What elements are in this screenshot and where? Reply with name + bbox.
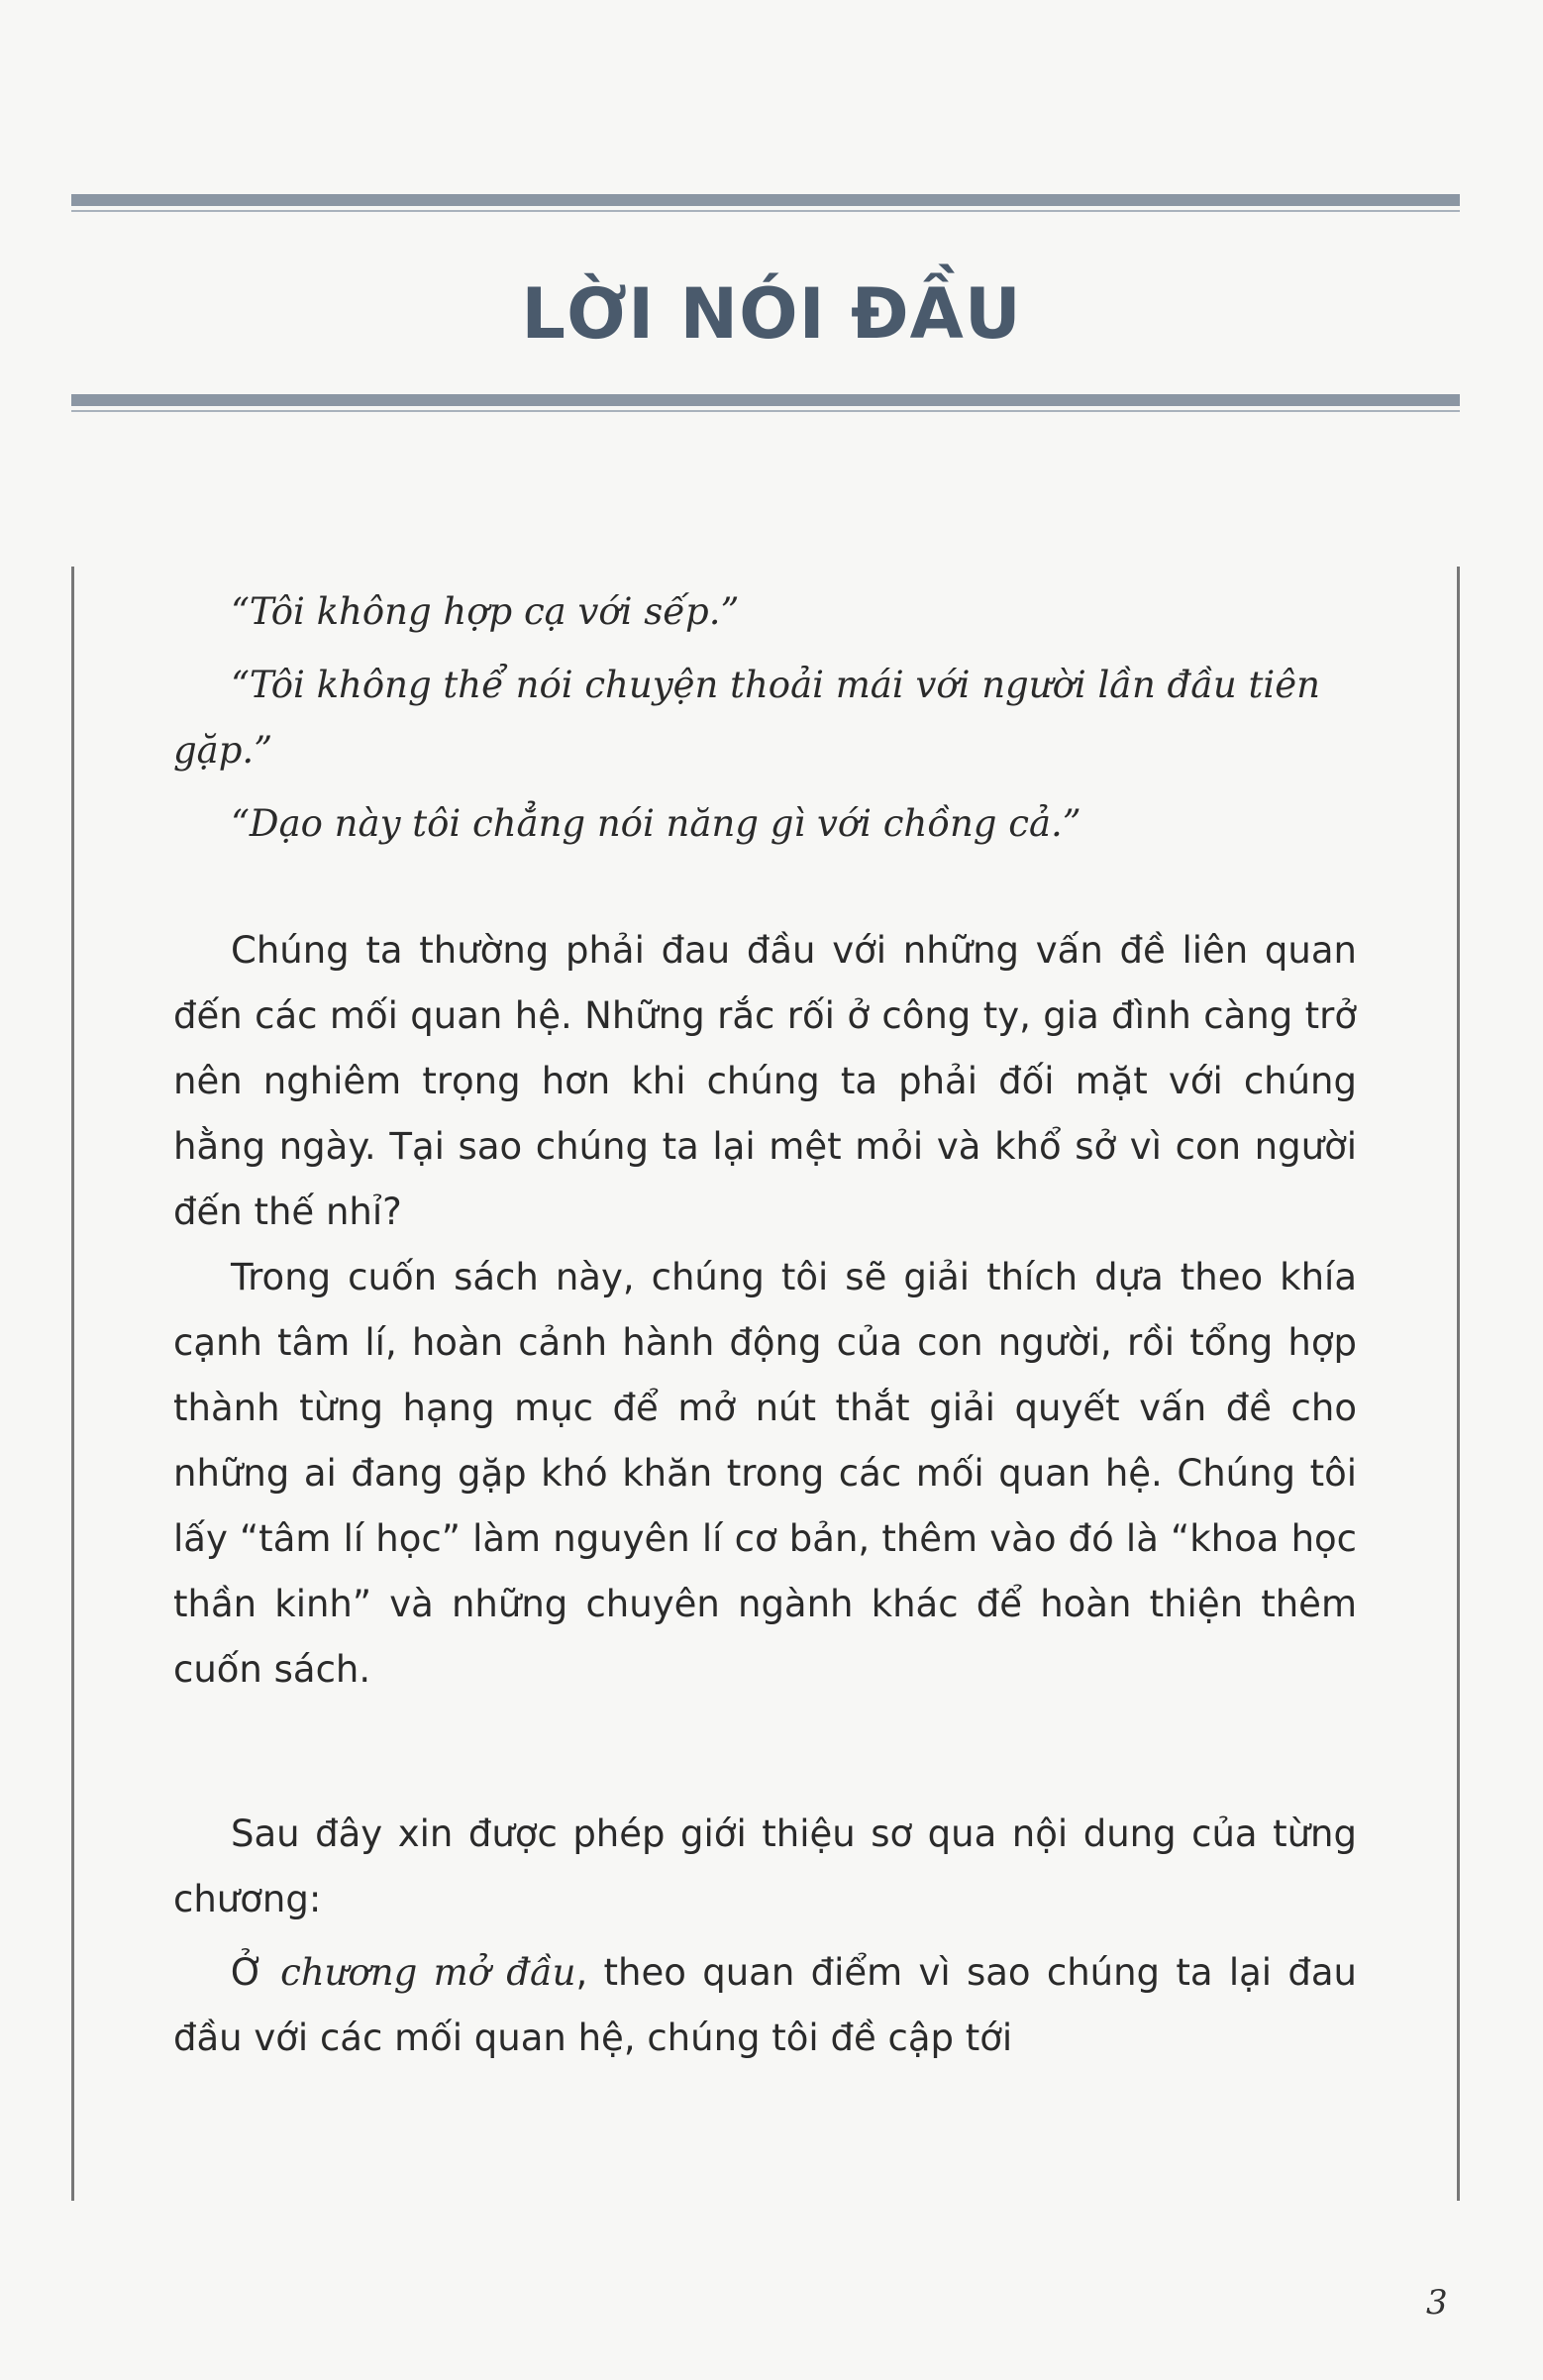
page-number: 3 [1426,2283,1448,2323]
page-title: LỜI NÓI ĐẦU [521,273,1022,355]
body-text [173,579,1357,2071]
paragraph-4-emphasis: chương mở đầu [280,1951,576,1994]
bottom-decorative-rule [71,394,1460,406]
quote-3: “Dạo này tôi chẳng nói năng gì với chồng cả.” [231,802,1081,845]
quote-2: “Tôi không thể nói chuyện thoải mái với người lần đầu tiên gặp.” [173,664,1320,772]
paragraph-1: Chúng ta thường phải đau đầu với những vấn đề liên quan đến các mối quan hệ. Những rắc rối ở công ty, gia đình càng trở nên nghiêm trọng hơn khi chúng ta phải đối mặt với chúng hằng ngày. Tại sao chúng ta lại mệt mỏi và khổ sở vì con người đến thế nhỉ? [173,929,1357,1233]
quote-1: “Tôi không hợp cạ với sếp.” [231,590,740,633]
top-decorative-rule [71,194,1460,206]
paragraph-3: Sau đây xin được phép giới thiệu sơ qua nội dung của từng chương: [173,1812,1357,1920]
paragraph-4 [173,1940,1357,2071]
paragraph-4-start: Ở [231,1951,281,1994]
right-margin-line [1457,567,1460,2201]
left-margin-line [71,567,74,2201]
paragraph-4-rest: , theo quan điểm vì sao chúng ta lại đau đầu với các mối quan hệ, chúng tôi đề cập tới [173,1951,1358,2059]
paragraph-2: Trong cuốn sách này, chúng tôi sẽ giải thích dựa theo khía cạnh tâm lí, hoàn cảnh hành động của con người, rồi tổng hợp thành từng hạng mục để mở nút thắt giải quyết vấn đề cho những ai đang gặp khó khăn trong các mối quan hệ. Chúng tôi lấy “tâm lí học” làm nguyên lí cơ bản, thêm vào đó là “khoa học thần kinh” và những chuyên ngành khác để hoàn thiện thêm cuốn sách. [173,1256,1357,1691]
